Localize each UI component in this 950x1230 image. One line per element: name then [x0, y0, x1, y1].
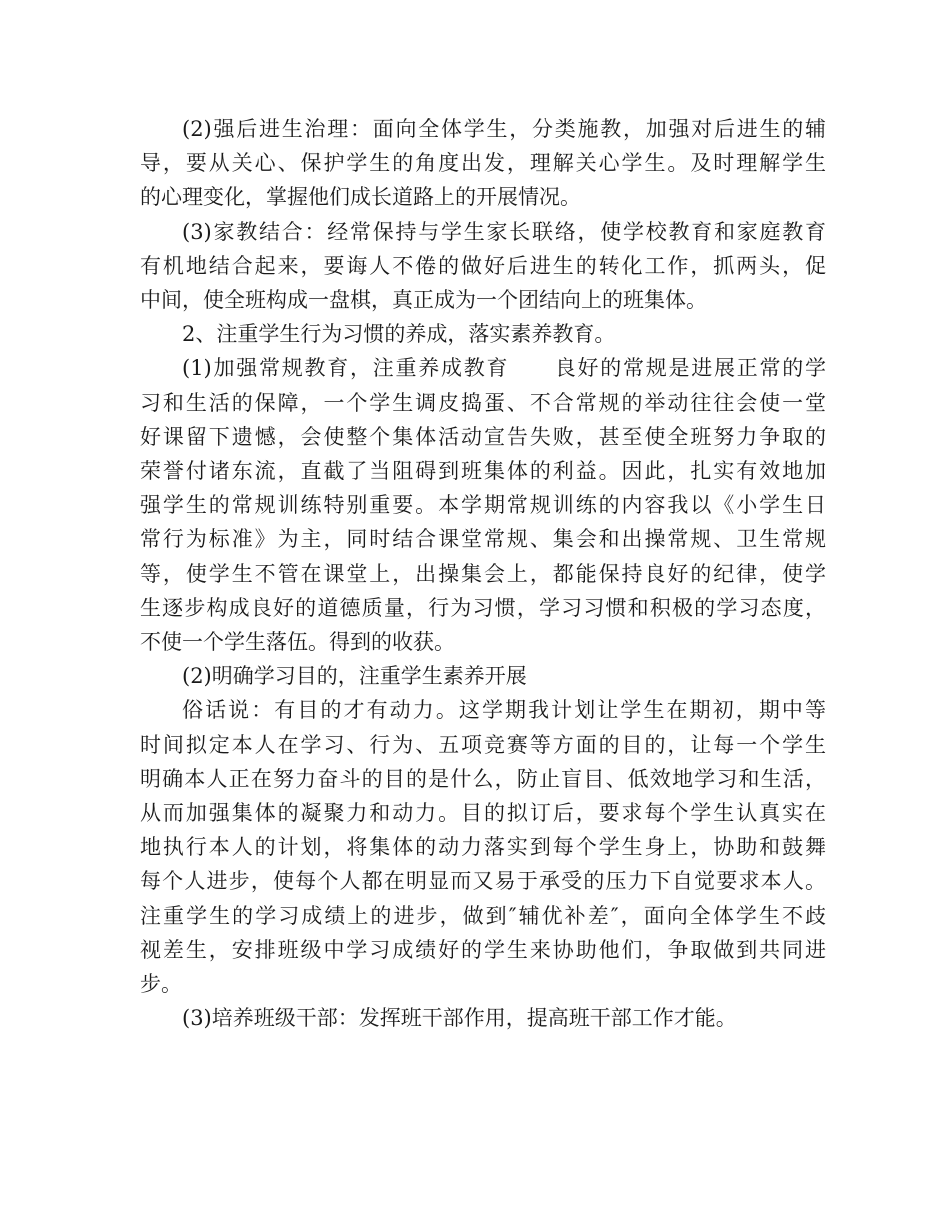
- paragraph: [140, 317, 826, 351]
- text-line: 中间，使全班构成一盘棋，真正成为一个团结向上的班集体。: [140, 288, 707, 313]
- text-line: 明确本人正在努力奋斗的目的是什么，防止盲目、低效地学习和生活，: [140, 766, 826, 791]
- text-line: 2、注重学生行为习惯的养成，落实素养教育。: [182, 322, 616, 347]
- paragraph: [140, 1001, 826, 1035]
- text-line: (2)明确学习目的，注重学生素养开展: [182, 664, 527, 689]
- text-line: 注重学生的学习成绩上的进步，做到″辅优补差″，面向全体学生不歧: [140, 903, 826, 928]
- text-line: 视差生，安排班级中学习成绩好的学生来协助他们，争取做到共同进: [140, 937, 826, 962]
- text-line: 等，使学生不管在课堂上，出操集会上，都能保持良好的纪律，使学: [140, 561, 826, 586]
- text-line: 习和生活的保障，一个学生调皮捣蛋、不合常规的举动往往会使一堂: [140, 390, 826, 415]
- text-line: 荣誉付诸东流，直截了当阻碍到班集体的利益。因此，扎实有效地加: [140, 459, 826, 484]
- text-line: 好课留下遗憾，会使整个集体活动宣告失败，甚至使全班努力争取的: [140, 424, 826, 449]
- paragraph: [140, 693, 826, 1001]
- text-line: 导，要从关心、保护学生的角度出发，理解关心学生。及时理解学生: [140, 151, 826, 176]
- text-line: 时间拟定本人在学习、行为、五项竞赛等方面的目的，让每一个学生: [140, 732, 826, 757]
- text-line: 不使一个学生落伍。得到的收获。: [140, 630, 455, 655]
- text-line: 生逐步构成良好的道德质量，行为习惯，学习习惯和积极的学习态度，: [140, 595, 826, 620]
- text-line: 每个人进步，使每个人都在明显而又易于承受的压力下自觉要求本人。: [140, 869, 826, 894]
- text-line: (3)培养班级干部：发挥班干部作用，提高班干部工作才能。: [182, 1006, 737, 1031]
- text-line: (3)家教结合：经常保持与学生家长联络，使学校教育和家庭教育: [182, 219, 826, 244]
- paragraph: [140, 659, 826, 693]
- text-line: 有机地结合起来，要诲人不倦的做好后进生的转化工作，抓两头，促: [140, 253, 826, 278]
- document-body: [140, 112, 826, 1035]
- paragraph: [140, 112, 826, 215]
- text-line: 步。: [140, 972, 182, 997]
- text-line: 俗话说：有目的才有动力。这学期我计划让学生在期初，期中等: [182, 698, 826, 723]
- text-line: 从而加强集体的凝聚力和动力。目的拟订后，要求每个学生认真实在: [140, 801, 826, 826]
- text-line: 的心理变化，掌握他们成长道路上的开展情况。: [140, 185, 581, 210]
- text-line: 常行为标准》为主，同时结合课堂常规、集会和出操常规、卫生常规: [140, 527, 826, 552]
- text-line: 地执行本人的计划，将集体的动力落实到每个学生身上，协助和鼓舞: [140, 835, 826, 860]
- paragraph: [140, 351, 826, 659]
- text-line: 强学生的常规训练特别重要。本学期常规训练的内容我以《小学生日: [140, 493, 826, 518]
- text-line: (1)加强常规教育，注重养成教育 良好的常规是进展正常的学: [182, 356, 826, 381]
- paragraph: [140, 215, 826, 318]
- text-line: (2)强后进生治理：面向全体学生，分类施教，加强对后进生的辅: [182, 117, 826, 141]
